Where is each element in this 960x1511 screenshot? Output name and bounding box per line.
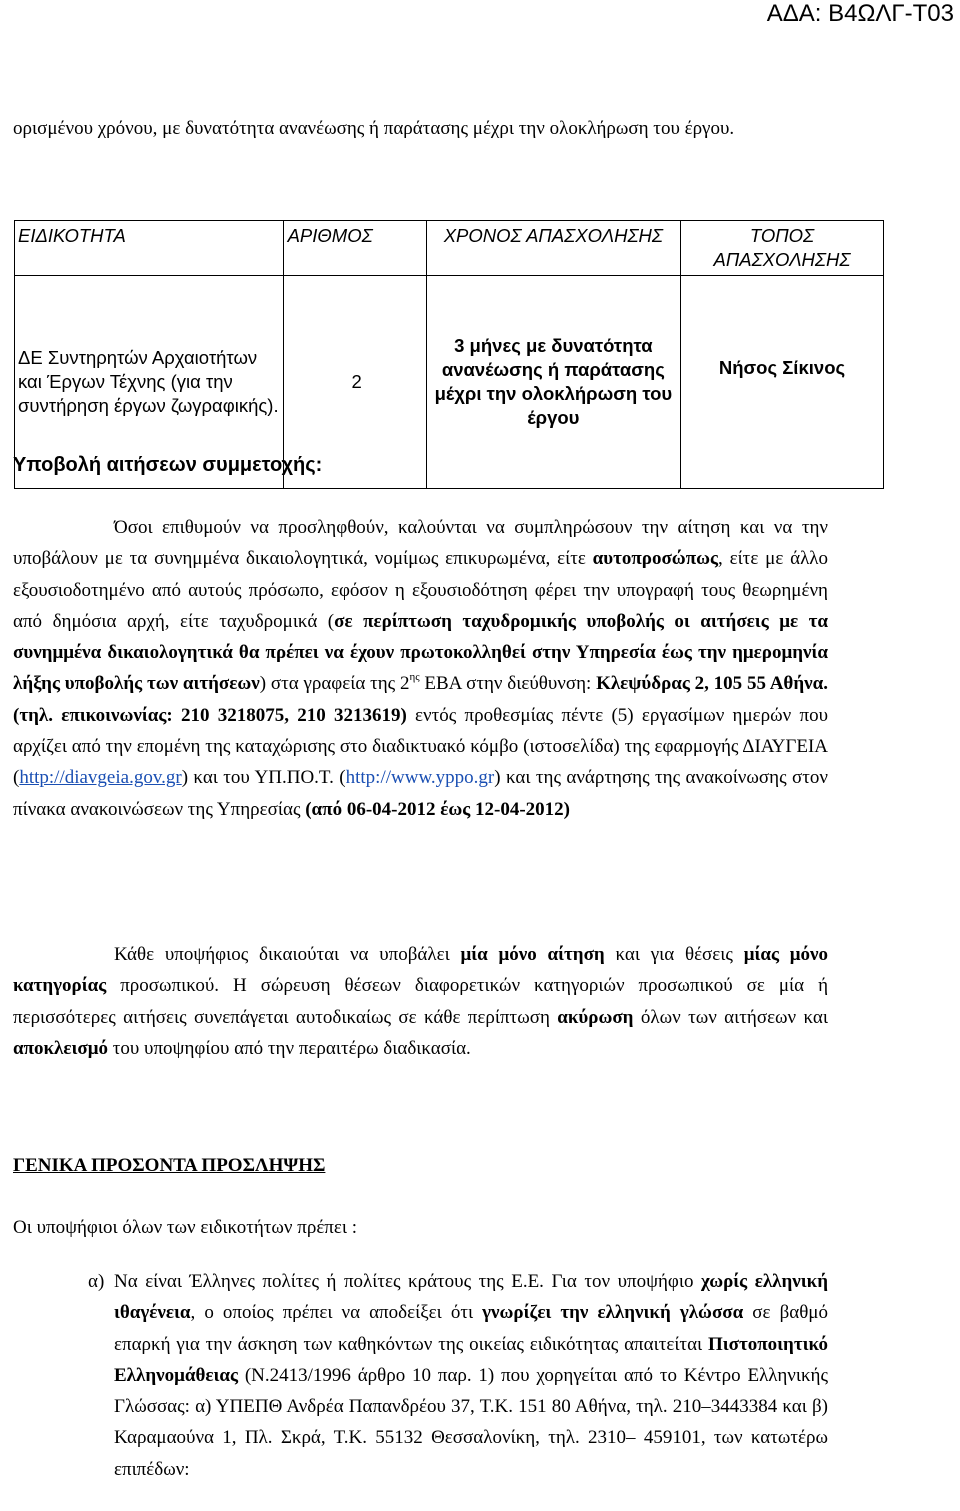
yppo-link[interactable]: http://www.yppo.gr bbox=[345, 767, 495, 789]
oa-text-3: και για θέσεις bbox=[604, 944, 744, 965]
header-count: ΑΡΙΘΜΟΣ bbox=[283, 221, 426, 276]
oa-one-category: μίας μόνο κατηγορίας bbox=[13, 944, 829, 997]
gi-text-5: σε βαθμό επαρκή για την άσκηση των καθηκόντων της οικείας ειδικότητας απαιτείται bbox=[114, 1302, 828, 1355]
submission-paragraph bbox=[13, 512, 828, 825]
submission-text-11: ) και της ανάρτησης της ανακοίνωσης στον πίνακα ανακοινώσεων της Υπηρεσίας bbox=[13, 767, 828, 820]
cell-count: 2 bbox=[283, 276, 426, 489]
submission-sup: ης bbox=[409, 671, 420, 684]
list-item bbox=[88, 1266, 828, 1485]
cell-duration: 3 μήνες με δυνατότητα ανανέωσης ή παράτασης μέχρι την ολοκλήρωση του έργου bbox=[426, 276, 680, 489]
oa-text-5: προσωπικού. Η σώρευση θέσεων διαφορετικών κατηγοριών προσωπικού σε μία ή περισσότερες αιτήσεις συνεπάγεται αυτοδικαίως σε κάθε περίπτωση bbox=[13, 975, 828, 1028]
submission-dates: (από 06-04-2012 έως 12-04-2012) bbox=[305, 798, 570, 820]
cell-specialty: ΔΕ Συντηρητών Αρχαιοτήτων και Έργων Τέχνης (για την συντήρηση έργων ζωγραφικής). bbox=[15, 276, 284, 489]
one-application-paragraph bbox=[13, 939, 828, 1064]
header-location: ΤΟΠΟΣ ΑΠΑΣΧΟΛΗΣΗΣ bbox=[680, 221, 883, 276]
item-body bbox=[114, 1266, 828, 1485]
positions-table bbox=[14, 220, 884, 489]
submission-text-1: Όσοι επιθυμούν να προσληφθούν, καλούνται να συμπληρώσουν την αίτηση και να την υποβάλουν με τα συνημμένα δικαιολογητικά, νομίμως επικυρωμένα, είτε bbox=[13, 517, 828, 570]
ada-stamp: ΑΔΑ: Β4ΩΛΓ-Τ03 bbox=[766, 0, 954, 27]
oa-text-9: του υποψηφίου από την περαιτέρω διαδικασία. bbox=[108, 1037, 471, 1059]
general-heading: ΓΕΝΙΚΑ ΠΡΟΣΟΝΤΑ ΠΡΟΣΛΗΨΗΣ bbox=[13, 1155, 326, 1176]
gi-text-3: , ο οποίος πρέπει να αποδείξει ότι bbox=[190, 1302, 483, 1324]
oa-cancellation: ακύρωση bbox=[557, 1006, 634, 1028]
submission-text-6: ΕΒΑ στην διεύθυνση: bbox=[419, 673, 597, 695]
submission-address: Κλεψύδρας 2, 105 55 Αθήνα. (τηλ. επικοινωνίας: 210 3218075, 210 3213619) bbox=[13, 673, 828, 726]
cell-location: Νήσος Σίκινος bbox=[680, 276, 883, 489]
gi-text-1: Να είναι Έλληνες πολίτες ή πολίτες κράτους της Ε.Ε. Για τον υποψήφιο bbox=[114, 1271, 701, 1292]
gi-no-citizenship: χωρίς ελληνική ιθαγένεια bbox=[114, 1271, 828, 1324]
header-specialty: ΕΙΔΙΚΟΤΗΤΑ bbox=[15, 221, 284, 276]
submission-text-9: ΔΙΑΥΓΕΙΑ ( bbox=[13, 736, 828, 789]
submission-in-person: αυτοπροσώπως bbox=[592, 548, 719, 570]
submission-heading: Υποβολή αιτήσεων συμμετοχής: bbox=[13, 454, 323, 476]
gi-certificate: Πιστοποιητικό Ελληνομάθειας bbox=[114, 1333, 828, 1386]
submission-text-5: ) στα γραφεία της 2 bbox=[259, 673, 410, 695]
item-label: α) bbox=[88, 1271, 105, 1292]
submission-text-10: ) και του ΥΠ.ΠΟ.Τ. ( bbox=[181, 767, 346, 789]
oa-text-1: Κάθε υποψήφιος δικαιούται να υποβάλει bbox=[114, 944, 461, 965]
submission-postal-note: σε περίπτωση ταχυδρομικής υποβολής οι αιτήσεις με τα συνημμένα δικαιολογητικά θα πρέπει να έχουν πρωτοκολληθεί στην Υπηρεσία έως την ημερομηνία λήξης υποβολής των αιτήσεων bbox=[13, 610, 828, 695]
gi-text-7: (Ν.2413/1996 άρθρο 10 παρ. 1) που χορηγείται από το Κέντρο Ελληνικής Γλώσσας: α) ΥΠΕΠΘ Ανδρέα Παπανδρέου 37, Τ.Κ. 151 80 Αθήνα, τηλ. 210–3443384 και β) Καραμαούνα 1, Πλ. Σκρά, Τ.Κ. 55132 Θεσσαλονίκη, τηλ. 2310– 459101, των κατωτέρω επιπέδων: bbox=[114, 1364, 828, 1480]
oa-exclusion: αποκλεισμό bbox=[13, 1037, 109, 1059]
oa-one-application: μία μόνο αίτηση bbox=[460, 944, 605, 965]
intro-text: ορισμένου χρόνου, με δυνατότητα ανανέωσης ή παράτασης μέχρι την ολοκλήρωση του έργου. bbox=[13, 118, 735, 139]
diavgeia-link[interactable]: http://diavgeia.gov.gr bbox=[19, 767, 182, 789]
oa-text-7: όλων των αιτήσεων και bbox=[633, 1006, 828, 1028]
header-duration: ΧΡΟΝΟΣ ΑΠΑΣΧΟΛΗΣΗΣ bbox=[426, 221, 680, 276]
submission-text-8: εντός προθεσμίας πέντε (5) εργασίμων ημερών που αρχίζει από την επομένη της καταχώρισης στο διαδικτυακό κόμβο (ιστοσελίδα) της εφαρμογής bbox=[13, 704, 828, 758]
submission-text-3: , είτε με άλλο εξουσιοδοτημένο από αυτούς πρόσωπο, εφόσον η εξουσιοδότηση φέρει την υπογραφή τους θεωρημένη από δημόσια αρχή, είτε ταχυδρομικά ( bbox=[13, 548, 829, 632]
gi-knows-greek: γνωρίζει την ελληνική γλώσσα bbox=[482, 1302, 744, 1324]
general-intro: Οι υποψήφιοι όλων των ειδικοτήτων πρέπει : bbox=[13, 1217, 358, 1238]
table-header-row bbox=[15, 221, 884, 276]
